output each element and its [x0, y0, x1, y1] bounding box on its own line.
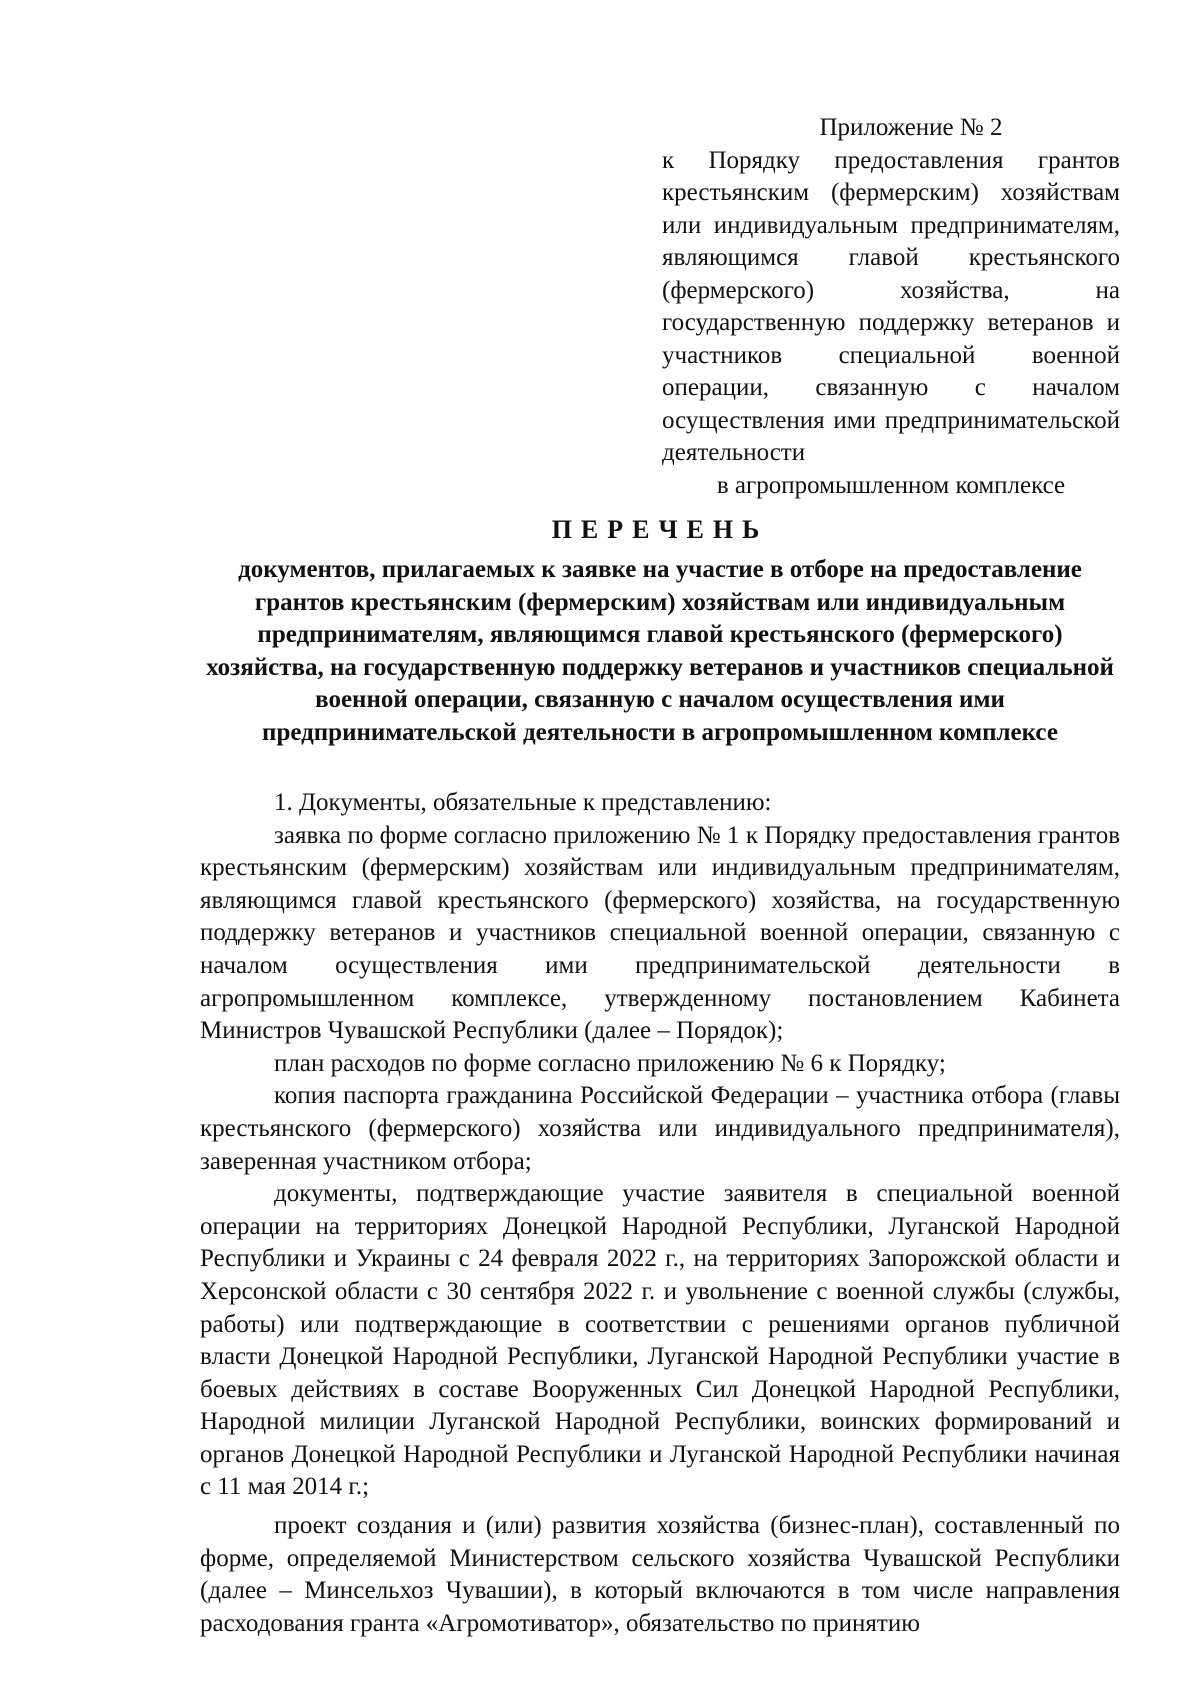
appendix-header [662, 112, 1120, 502]
document-title: ПЕРЕЧЕНЬ [551, 515, 769, 544]
body-paragraph-2: заявка по форме согласно приложению № 1 к Порядку предоставления грантов крестьянским (фермерским) хозяйствам или индивидуальным предпринимателям, являющимся главой крестьянского (фермерского) хозяйства, на государственную поддержку ветеранов и участников специальной военной операции, связанную с началом осуществления ими предпринимательской деятельности в агропромышленном комплексе, утвержденному постановлением Кабинета Министров Чувашской Республики (далее – Порядок); [200, 821, 1120, 1045]
body-paragraph-6: проект создания и (или) развития хозяйства (бизнес-план), составленный по форме, определяемой Министерством сельского хозяйства Чувашской Республики (далее – Минсельхоз Чувашии), в который включаются в том числе направления расходования гранта «Агромотиватор», обязательство по принятию [200, 1512, 1120, 1637]
body-paragraph-4: копия паспорта гражданина Российской Федерации – участника отбора (главы крестьянского (фермерского) хозяйства или индивидуального предпринимателя), заверенная участником отбора; [200, 1082, 1120, 1175]
body-paragraph-5: документы, подтверждающие участие заявителя в специальной военной операции на территориях Донецкой Народной Республики, Луганской Народной Республики и Украины с 24 февраля 2022 г., на территориях Запорожской области и Херсонской области с 30 сентября 2022 г. и увольнение с военной службы (службы, работы) или подтверждающие в соответствии с решениями органов публичной власти Донецкой Народной Республики, Луганской Народной Республики участие в боевых действиях в составе Вооруженных Сил Донецкой Народной Республики, Народной милиции Луганской Народной Республики, воинских формирований и органов Донецкой Народной Республики и Луганской Народной Республики начиная с 11 мая 2014 г.; [200, 1180, 1120, 1501]
appendix-number: Приложение № 2 [819, 114, 1003, 141]
body-paragraph-3: план расходов по форме согласно приложению № 6 к Порядку; [274, 1049, 946, 1077]
document-body [200, 787, 1120, 1640]
body-paragraph-1: 1. Документы, обязательные к представлению: [274, 789, 772, 816]
appendix-reference-last-line: в агропромышленном комплексе [716, 471, 1066, 499]
appendix-reference: к Порядку предоставления грантов крестьянским (фермерским) хозяйствам или индивидуальным предпринимателям, являющимся главой крестьянского (фермерского) хозяйства, на государственную поддержку ветеранов и участников специальной военной операции, связанную с началом осуществления ими предпринимательской деятельности [662, 146, 1120, 466]
document-title-block [200, 514, 1120, 749]
document-subtitle: документов, прилагаемых к заявке на участие в отборе на предоставление грантов крестьянским (фермерским) хозяйствам или индивидуальным предпринимателям, являющимся главой крестьянского (фермерского) хозяйства, на государственную поддержку ветеранов и участников специальной военной операции, связанную с началом осуществления ими предпринимательской деятельности в агропромышленном комплексе [206, 556, 1114, 746]
